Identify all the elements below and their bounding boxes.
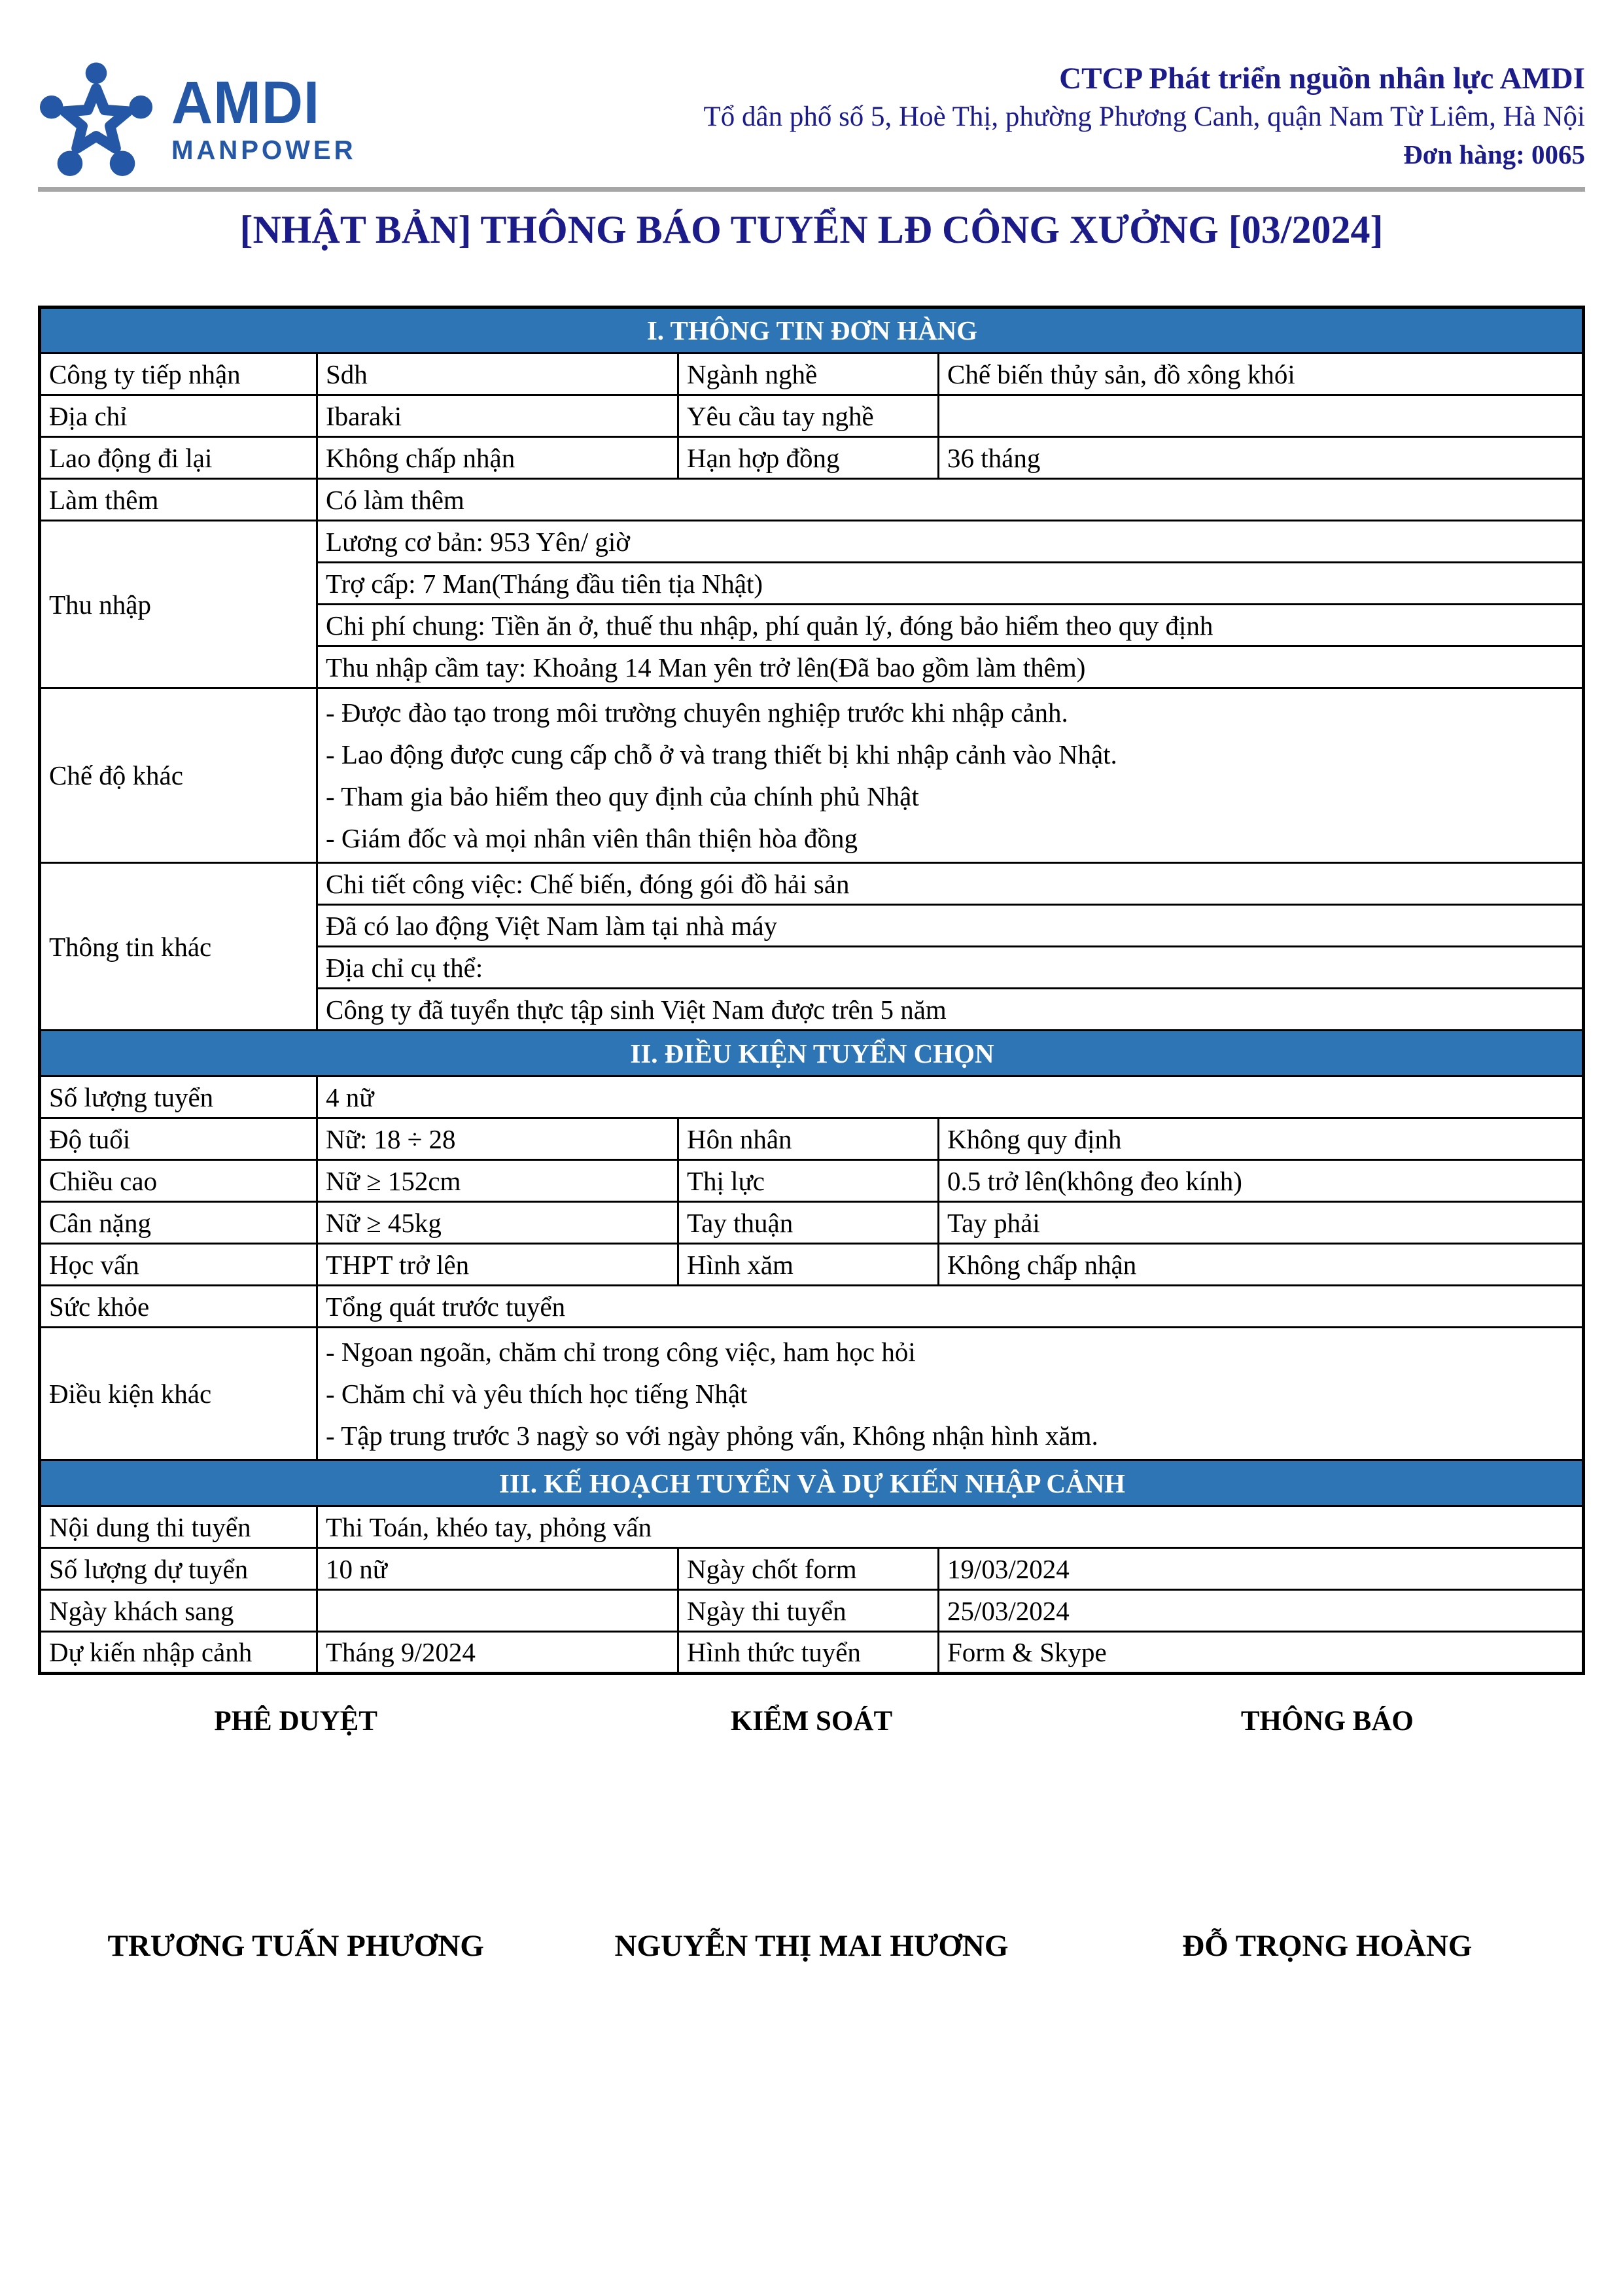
cell-value: 0.5 trở lên(không đeo kính) <box>939 1160 1584 1202</box>
cell-value: Công ty đã tuyển thực tập sinh Việt Nam được trên 5 năm <box>317 989 1584 1031</box>
section-2-title: II. ĐIỀU KIỆN TUYỂN CHỌN <box>40 1031 1584 1076</box>
cell-label: Hôn nhân <box>678 1118 939 1160</box>
bullet-line: - Chăm chỉ và yêu thích học tiếng Nhật <box>326 1379 748 1409</box>
table-row <box>40 437 1584 479</box>
cell-label: Tay thuận <box>678 1202 939 1244</box>
cell-value: Form & Skype <box>939 1632 1584 1674</box>
company-address: Tổ dân phố số 5, Hoè Thị, phường Phương Canh, quận Nam Từ Liêm, Hà Nội <box>703 101 1585 132</box>
cell-value: 36 tháng <box>939 437 1584 479</box>
cell-label: Hình xăm <box>678 1244 939 1286</box>
cell-label: Thông tin khác <box>40 863 317 1031</box>
cell-label: Địa chỉ <box>40 395 317 437</box>
cell-value: Chi phí chung: Tiền ăn ở, thuế thu nhập, phí quản lý, đóng bảo hiểm theo quy định <box>317 605 1584 646</box>
table-row <box>40 479 1584 521</box>
cell-label: Sức khỏe <box>40 1286 317 1328</box>
cell-value: Có làm thêm <box>317 479 1584 521</box>
company-info-block <box>703 58 1585 173</box>
signature-role: THÔNG BÁO <box>1240 1706 1414 1737</box>
cell-value: 19/03/2024 <box>939 1548 1584 1590</box>
document-title: [NHẬT BẢN] THÔNG BÁO TUYỂN LĐ CÔNG XƯỞNG [03/2024] <box>239 208 1384 251</box>
table-row <box>40 1244 1584 1286</box>
cell-label: Lao động đi lại <box>40 437 317 479</box>
cell-label: Hạn hợp đồng <box>678 437 939 479</box>
section-1-title: I. THÔNG TIN ĐƠN HÀNG <box>40 308 1584 353</box>
cell-value: Trợ cấp: 7 Man(Tháng đầu tiên tịa Nhật) <box>317 563 1584 605</box>
cell-label: Điều kiện khác <box>40 1328 317 1460</box>
company-logo <box>38 58 360 178</box>
signature-name: TRƯƠNG TUẤN PHƯƠNG <box>107 1929 484 1963</box>
table-row <box>40 1328 1584 1460</box>
job-order-table <box>38 306 1585 1675</box>
cell-value: Sdh <box>317 353 678 395</box>
cell-value: Thi Toán, khéo tay, phỏng vấn <box>317 1506 1584 1548</box>
cell-value: 25/03/2024 <box>939 1590 1584 1632</box>
table-row <box>40 353 1584 395</box>
cell-value: Không quy định <box>939 1118 1584 1160</box>
bullet-line: - Ngoan ngoãn, chăm chỉ trong công việc, ham học hỏi <box>326 1337 916 1367</box>
cell-value: Không chấp nhận <box>317 437 678 479</box>
signature-name: ĐỖ TRỌNG HOÀNG <box>1182 1929 1473 1963</box>
section-3-header-row <box>40 1460 1584 1506</box>
bullet-line: - Được đào tạo trong môi trường chuyên nghiệp trước khi nhập cảnh. <box>326 698 1068 728</box>
table-row <box>40 395 1584 437</box>
cell-value-multiline <box>317 1328 1584 1460</box>
table-row <box>40 1632 1584 1674</box>
table-row <box>40 1160 1584 1202</box>
signature-name: NGUYỄN THỊ MAI HƯƠNG <box>614 1929 1009 1963</box>
company-name: CTCP Phát triển nguồn nhân lực AMDI <box>1059 62 1585 96</box>
cell-value: Tháng 9/2024 <box>317 1632 678 1674</box>
cell-value: Không chấp nhận <box>939 1244 1584 1286</box>
cell-label: Ngày thi tuyển <box>678 1590 939 1632</box>
bullet-line: - Giám đốc và mọi nhân viên thân thiện hòa đồng <box>326 823 858 853</box>
signature-names-row <box>38 1928 1585 1964</box>
cell-label: Ngày chốt form <box>678 1548 939 1590</box>
cell-label: Cân nặng <box>40 1202 317 1244</box>
cell-label: Độ tuổi <box>40 1118 317 1160</box>
bullet-line: - Tập trung trước 3 nagỳ so với ngày phỏng vấn, Không nhận hình xăm. <box>326 1421 1098 1451</box>
section-2-header-row <box>40 1031 1584 1076</box>
signature-role: KIỂM SOÁT <box>730 1706 893 1737</box>
cell-value <box>317 1590 678 1632</box>
cell-label: Học vấn <box>40 1244 317 1286</box>
cell-value: THPT trở lên <box>317 1244 678 1286</box>
cell-label: Ngành nghề <box>678 353 939 395</box>
cell-value: Chế biến thủy sản, đồ xông khói <box>939 353 1584 395</box>
amdi-people-star-icon <box>38 62 154 178</box>
cell-label: Công ty tiếp nhận <box>40 353 317 395</box>
cell-label: Hình thức tuyển <box>678 1632 939 1674</box>
cell-label: Ngày khách sang <box>40 1590 317 1632</box>
cell-label: Yêu cầu tay nghề <box>678 395 939 437</box>
cell-label: Nội dung thi tuyển <box>40 1506 317 1548</box>
cell-label: Chiều cao <box>40 1160 317 1202</box>
table-row <box>40 863 1584 905</box>
table-row <box>40 1118 1584 1160</box>
table-row <box>40 1286 1584 1328</box>
table-row <box>40 1506 1584 1548</box>
cell-label: Thị lực <box>678 1160 939 1202</box>
table-row <box>40 1202 1584 1244</box>
bullet-line: - Lao động được cung cấp chỗ ở và trang thiết bị khi nhập cảnh vào Nhật. <box>326 739 1117 769</box>
cell-label: Số lượng tuyển <box>40 1076 317 1118</box>
cell-value: Ibaraki <box>317 395 678 437</box>
cell-label: Thu nhập <box>40 521 317 688</box>
section-1-header-row <box>40 308 1584 353</box>
page-header <box>38 58 1585 178</box>
cell-value: Nữ ≥ 45kg <box>317 1202 678 1244</box>
cell-value: Chi tiết công việc: Chế biến, đóng gói đồ hải sản <box>317 863 1584 905</box>
cell-value: Thu nhập cầm tay: Khoảng 14 Man yên trở lên(Đã bao gồm làm thêm) <box>317 646 1584 688</box>
cell-value: Nữ: 18 ÷ 28 <box>317 1118 678 1160</box>
table-row <box>40 521 1584 563</box>
cell-label: Chế độ khác <box>40 688 317 863</box>
bullet-line: - Tham gia bảo hiểm theo quy định của chính phủ Nhật <box>326 781 919 811</box>
cell-value: Tay phải <box>939 1202 1584 1244</box>
table-row <box>40 1076 1584 1118</box>
header-divider <box>38 187 1585 192</box>
cell-value: 10 nữ <box>317 1548 678 1590</box>
signature-roles-row <box>38 1705 1585 1737</box>
cell-value-multiline <box>317 688 1584 863</box>
cell-value: Tổng quát trước tuyển <box>317 1286 1584 1328</box>
signature-role: PHÊ DUYỆT <box>214 1706 377 1737</box>
cell-label: Làm thêm <box>40 479 317 521</box>
logo-wordmark <box>171 69 360 167</box>
table-row <box>40 1548 1584 1590</box>
cell-value <box>939 395 1584 437</box>
cell-value: Nữ ≥ 152cm <box>317 1160 678 1202</box>
order-number: Đơn hàng: 0065 <box>1403 139 1585 169</box>
table-row <box>40 1590 1584 1632</box>
cell-value: Đã có lao động Việt Nam làm tại nhà máy <box>317 905 1584 947</box>
logo-subname: MANPOWER <box>171 135 357 165</box>
cell-label: Dự kiến nhập cảnh <box>40 1632 317 1674</box>
cell-value: 4 nữ <box>317 1076 1584 1118</box>
table-row <box>40 688 1584 863</box>
cell-value: Lương cơ bản: 953 Yên/ giờ <box>317 521 1584 563</box>
cell-value: Địa chỉ cụ thể: <box>317 947 1584 989</box>
section-3-title: III. KẾ HOẠCH TUYỂN VÀ DỰ KIẾN NHẬP CẢNH <box>40 1460 1584 1506</box>
cell-label: Số lượng dự tuyển <box>40 1548 317 1590</box>
logo-name: AMDI <box>171 69 321 136</box>
